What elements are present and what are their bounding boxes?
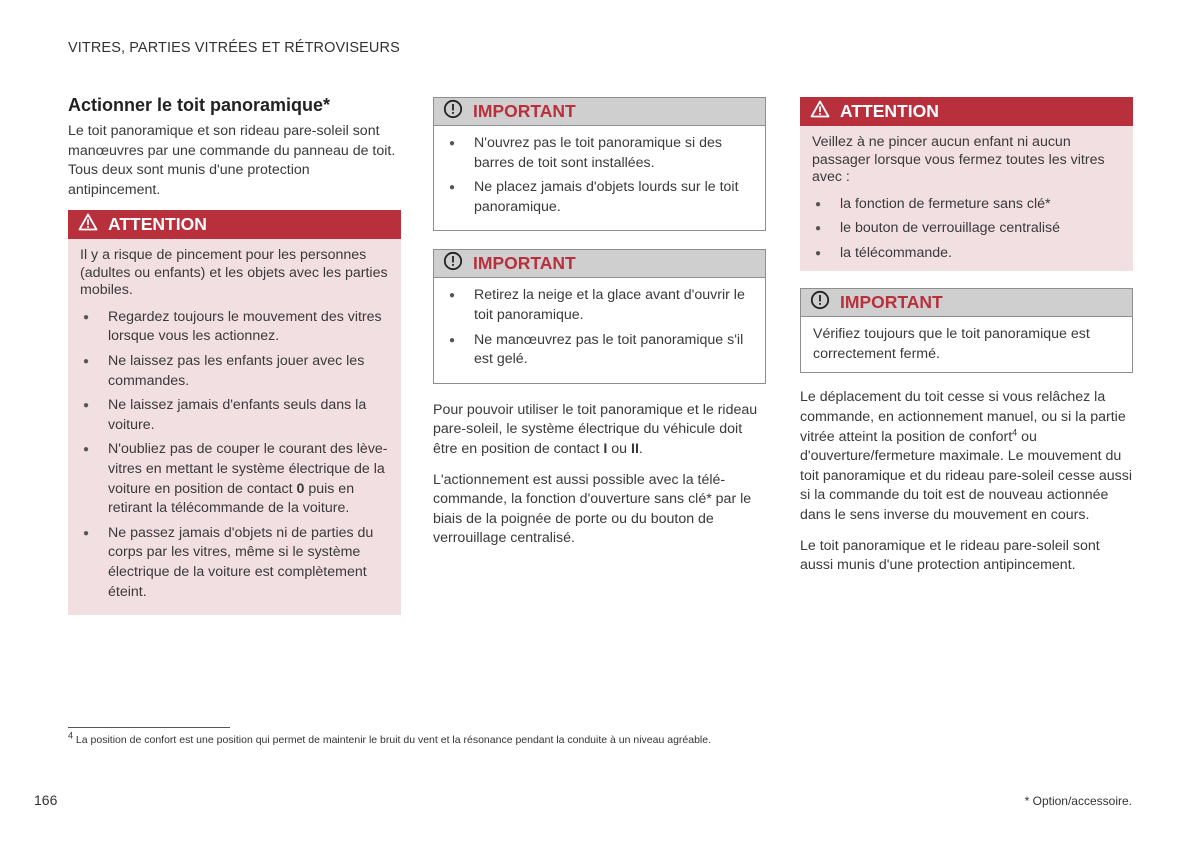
important-list xyxy=(434,278,765,369)
footnote-text: La position de confort est une position qui permet de maintenir le bruit du vent et la résonance pendant la conduite à un niveau agréable. xyxy=(73,734,712,746)
list-item: ● le bouton de verrouillage centralisé xyxy=(812,219,1121,239)
list-item: ● Ne manœuvrez pas le toit panoramique s'il est gelé. xyxy=(446,331,753,370)
footnote-ref: 4 xyxy=(1012,426,1018,437)
body-paragraph: L'actionnement est aussi possible avec la télécommande, la fonction d'ouverture sans clé* par le biais de la poignée de porte ou du bouton de verrouillage centralisé. xyxy=(433,471,752,547)
list-item: ● Ne passez jamais d'objets ni de parties du corps par les vitres, même si le système électrique de la voiture est complètement éteint. xyxy=(80,524,389,602)
ignition-position-i: I xyxy=(603,440,608,457)
paragraph-text: Le déplacement du toit cesse si vous relâchez la commande, en actionnement manuel, ou si la partie vitrée atteint la position de confort xyxy=(800,389,1126,445)
attention-label: ATTENTION xyxy=(840,101,939,121)
list-item: ● Ne placez jamais d'objets lourds sur le toit panoramique. xyxy=(446,178,753,217)
list-item: ● N'ouvrez pas le toit panoramique si des barres de toit sont installées. xyxy=(446,134,753,173)
list-item: ● Ne laissez jamais d'enfants seuls dans la voiture. xyxy=(80,396,389,435)
important-label: IMPORTANT xyxy=(473,101,576,121)
option-note: * Option/accessoire. xyxy=(1024,794,1132,808)
important-box xyxy=(433,249,766,383)
list-item: ● la télécommande. xyxy=(812,244,1121,264)
footnote-number: 4 xyxy=(68,730,74,741)
important-box xyxy=(800,288,1133,373)
important-label: IMPORTANT xyxy=(473,253,576,274)
list-item: ● la fonction de fermeture sans clé* xyxy=(812,195,1121,215)
column-middle xyxy=(433,97,766,560)
ignition-position-0: 0 xyxy=(296,480,305,497)
attention-label: ATTENTION xyxy=(108,214,207,235)
page-number: 166 xyxy=(34,792,58,808)
important-box xyxy=(433,97,766,231)
body-paragraph xyxy=(800,388,1133,525)
important-text: Vérifiez toujours que le toit panoramique est correctement fermé. xyxy=(813,326,1090,362)
exclamation-circle-icon xyxy=(443,251,463,276)
column-left xyxy=(68,95,401,615)
body-paragraph: Le toit panoramique et le rideau pare-soleil sont aussi munis d'une protection antipincement. xyxy=(800,537,1100,574)
list-item-text: N'oubliez pas de couper le courant des lève-vitres en mettant le système électrique de la voiture en position de contact xyxy=(108,441,388,497)
attention-text: Il y a risque de pincement pour les personnes (adultes ou enfants) et les objets avec les parties mobiles. xyxy=(80,247,388,299)
important-header xyxy=(801,289,1132,317)
attention-header xyxy=(68,210,401,239)
column-right xyxy=(800,97,1133,587)
exclamation-circle-icon xyxy=(443,99,463,124)
article-heading: Actionner le toit panoramique* xyxy=(68,95,331,115)
list-item: ● Ne laissez pas les enfants jouer avec les commandes. xyxy=(80,352,389,391)
important-list xyxy=(434,126,765,217)
attention-box xyxy=(68,210,401,615)
attention-list xyxy=(68,300,401,602)
warning-triangle-icon xyxy=(78,213,98,236)
body-paragraph xyxy=(433,401,766,460)
list-item: ● Regardez toujours le mouvement des vitres lorsque vous les actionnez. xyxy=(80,308,389,347)
list-item-text: puis en retirant la télécommande de la voiture. xyxy=(108,480,355,517)
attention-header xyxy=(800,97,1133,126)
footnote-divider xyxy=(68,727,230,728)
paragraph-text: ou xyxy=(607,440,631,457)
attention-text: Veillez à ne pincer aucun enfant ni aucun passager lorsque vous fermez toutes les vitres avec : xyxy=(812,134,1105,185)
exclamation-circle-icon xyxy=(810,290,830,315)
ignition-position-ii: II xyxy=(631,440,639,457)
important-header xyxy=(434,98,765,126)
paragraph-text: ou d'ouverture/fermeture maximale. Le mouvement du toit panoramique et du rideau pare-soleil cesse aussi si la commande du toit est de nouveau actionnée dans le sens inverse du mouvement en cours. xyxy=(800,428,1133,524)
intro-paragraph: Le toit panoramique et son rideau pare-soleil sont manœuvres par une commande du panneau de toit. Tous deux sont munis d'une protection antipincement. xyxy=(68,123,396,198)
paragraph-text: Pour pouvoir utiliser le toit panoramique et le rideau pare-soleil, le système électrique du véhicule doit être en position de contact xyxy=(433,401,758,457)
list-item xyxy=(80,440,389,518)
footnote xyxy=(68,730,712,746)
important-label: IMPORTANT xyxy=(840,292,943,313)
attention-list xyxy=(800,187,1133,264)
paragraph-text: . xyxy=(638,440,643,457)
list-item: ● Retirez la neige et la glace avant d'ouvrir le toit panoramique. xyxy=(446,286,753,325)
section-title: VITRES, PARTIES VITRÉES ET RÉTROVISEURS xyxy=(68,40,400,56)
attention-box xyxy=(800,97,1133,271)
warning-triangle-icon xyxy=(810,100,830,123)
important-header xyxy=(434,250,765,278)
